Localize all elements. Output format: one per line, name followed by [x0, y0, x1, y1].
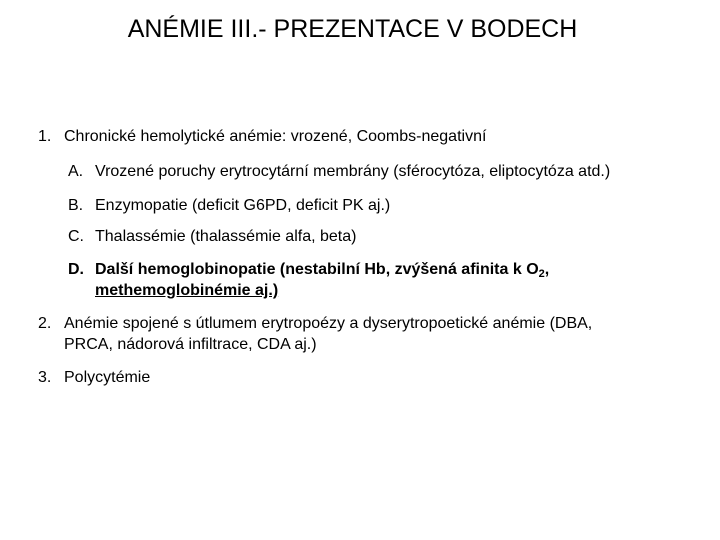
sub-marker-c: C. — [68, 228, 84, 245]
sub-item-d-text-line1 — [95, 259, 549, 280]
sub-marker-b: B. — [68, 197, 84, 214]
list-item-2-text-line1: Anémie spojené s útlumem erytropoézy a dyserytropoetické anémie (DBA, — [64, 315, 593, 332]
sub-item-c-text: Thalassémie (thalassémie alfa, beta) — [95, 228, 357, 245]
list-item-1-text: Chronické hemolytické anémie: vrozené, Coombs-negativní — [64, 128, 487, 145]
sub-item-a-text: Vrozené poruchy erytrocytární membrány (sférocytóza, eliptocytóza atd.) — [95, 163, 611, 180]
list-item-2-text-line2: PRCA, nádorová infiltrace, CDA aj.) — [64, 336, 317, 353]
sub-item-d-text-before: Další hemoglobinopatie (nestabilní Hb, zvýšená afinita k O — [95, 261, 539, 278]
list-item-2-line2 — [64, 334, 317, 355]
sub-item-d-subscript: 2 — [538, 268, 545, 280]
list-marker-3: 3. — [38, 369, 52, 386]
sub-marker-d: D. — [68, 261, 84, 278]
sub-item-d-text-line2: methemoglobinémie aj.) — [95, 282, 279, 299]
sub-item-b-text: Enzymopatie (deficit G6PD, deficit PK aj.) — [95, 197, 391, 214]
list-item-3-text: Polycytémie — [64, 369, 151, 386]
list-marker-2: 2. — [38, 315, 52, 332]
sub-marker-a: A. — [68, 163, 84, 180]
list-marker-1: 1. — [38, 128, 52, 145]
sub-item-d-line2 — [95, 280, 278, 301]
slide-title: ANÉMIE III.- PREZENTACE V BODECH — [127, 15, 578, 43]
sub-item-d-text-after: , — [544, 261, 550, 278]
